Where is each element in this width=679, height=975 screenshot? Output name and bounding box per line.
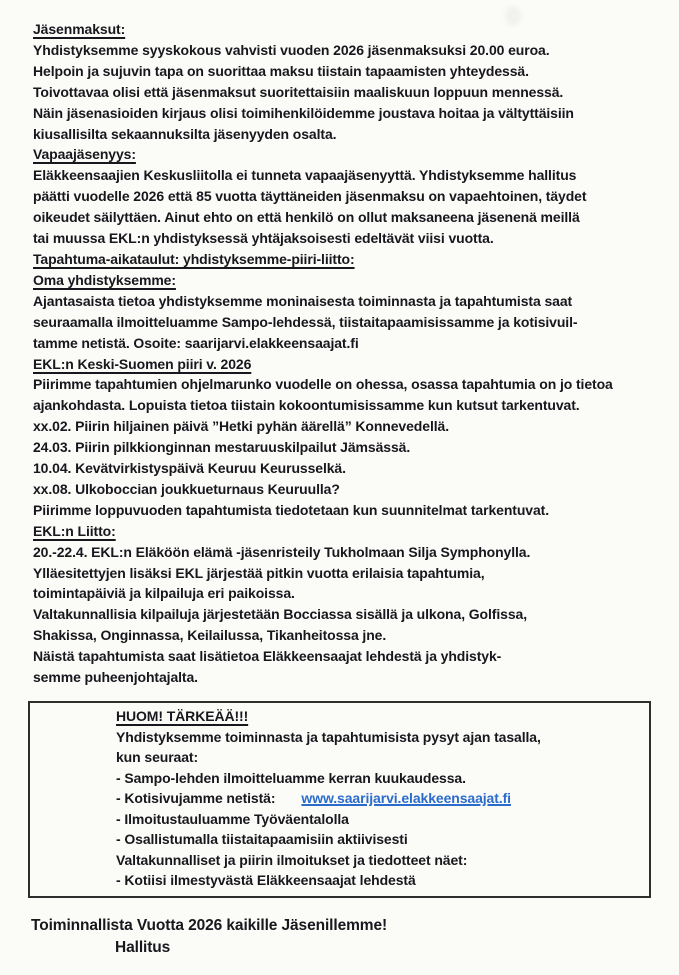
text-line bbox=[33, 40, 679, 61]
line-text: 20.-22.4. EKL:n Eläköön elämä -jäsenristeily Tukholmaan Silja Symphonylla. bbox=[33, 543, 531, 560]
line-text: oikeudet säilyttäen. Ainut ehto on että henkilö on ollut maksaneena jäsenenä meillä bbox=[33, 209, 580, 226]
text-line bbox=[33, 625, 679, 646]
text-line bbox=[33, 103, 679, 124]
closing-signature: Hallitus bbox=[115, 939, 171, 956]
text-line bbox=[116, 870, 643, 891]
text-line bbox=[33, 124, 679, 145]
line-text: Piirimme loppuvuoden tapahtumista tiedotetaan kun suunnitelmat tarkentuvat. bbox=[33, 501, 550, 518]
line-text: Yhdistyksemme toiminnasta ja tapahtumisista pysyt ajan tasalla, bbox=[116, 728, 541, 745]
text-line bbox=[116, 768, 643, 789]
line-text: kun seuraat: bbox=[116, 749, 199, 765]
text-line bbox=[116, 829, 643, 850]
line-text: 10.04. Kevätvirkistyspäivä Keuruu Keurusselkä. bbox=[33, 460, 346, 477]
text-line bbox=[33, 416, 679, 437]
section-heading bbox=[116, 706, 643, 727]
text-line bbox=[33, 667, 679, 688]
text-line bbox=[33, 207, 679, 228]
scan-artifact bbox=[505, 6, 521, 26]
text-line bbox=[33, 604, 679, 625]
text-line bbox=[33, 563, 679, 584]
line-text: 24.03. Piirin pilkkionginnan mestaruuskilpailut Jämsässä. bbox=[33, 439, 411, 456]
section-heading bbox=[33, 270, 679, 291]
text-line bbox=[33, 500, 679, 521]
line-text: Oma yhdistyksemme: bbox=[33, 271, 176, 288]
section-heading bbox=[33, 144, 679, 165]
line-text: - Ilmoitustauluamme Työväentalolla bbox=[116, 810, 349, 827]
text-line bbox=[33, 333, 679, 354]
section-heading bbox=[33, 521, 679, 542]
line-text: Vapaajäsenyys: bbox=[33, 146, 136, 163]
line-text: tai muussa EKL:n yhdistyksessä yhtäjaksoisesti edeltävät viisi vuotta. bbox=[33, 230, 494, 247]
section-heading bbox=[33, 249, 679, 270]
line-text: xx.08. Ulkoboccian joukkueturnaus Keuruulla? bbox=[33, 480, 340, 497]
line-text: ajankohdasta. Lopuista tietoa tiistain kokoontumisissamme kun kutsut tarkentuvat. bbox=[33, 397, 580, 414]
text-line bbox=[33, 312, 679, 333]
text-line bbox=[116, 850, 643, 871]
text-line bbox=[33, 542, 679, 563]
line-text: Näistä tapahtumista saat lisätietoa Eläkkeensaajat lehdestä ja yhdistyk- bbox=[33, 648, 502, 665]
line-text: Näin jäsenasioiden kirjaus olisi toimihenkilöidemme joustava hoitaa ja vältyttäisiin bbox=[33, 104, 574, 121]
line-text: Eläkkeensaajien Keskusliitolla ei tunneta vapaajäsenyyttä. Yhdistyksemme hallitus bbox=[33, 167, 577, 184]
line-text: Valtakunnalliset ja piirin ilmoitukset ja tiedotteet näet: bbox=[116, 851, 468, 868]
notice-box bbox=[28, 701, 651, 898]
line-text: Ylläesitettyjen lisäksi EKL järjestää pitkin vuotta erilaisia tapahtumia, bbox=[33, 564, 485, 581]
line-text: Piirimme tapahtumien ohjelmarunko vuodelle on ohessa, osassa tapahtumia on jo tietoa bbox=[33, 376, 613, 393]
line-text: EKL:n Liitto: bbox=[33, 522, 116, 539]
line-text: xx.02. Piirin hiljainen päivä ”Hetki pyhän äärellä” Konnevedellä. bbox=[33, 418, 449, 435]
text-line bbox=[116, 788, 643, 809]
text-line bbox=[33, 291, 679, 312]
line-text: semme puheenjohtajalta. bbox=[33, 669, 198, 686]
line-text: EKL:n Keski-Suomen piiri v. 2026 bbox=[33, 355, 252, 372]
text-line bbox=[33, 186, 679, 207]
line-text: Tapahtuma-aikataulut: yhdistyksemme-piiri-liitto: bbox=[33, 250, 355, 267]
closing-wishes: Toiminnallista Vuotta 2026 kaikille Jäsenillemme! bbox=[31, 916, 388, 934]
line-text: Jäsenmaksut: bbox=[33, 21, 126, 37]
closing-block bbox=[31, 915, 679, 960]
line-text: Toivottavaa olisi että jäsenmaksut suoritettaisiin maaliskuun loppuun mennessä. bbox=[33, 83, 564, 100]
website-link[interactable]: www.saarijarvi.elakkeensaajat.fi bbox=[301, 790, 511, 806]
line-text: Helpoin ja sujuvin tapa on suorittaa maksu tiistain tapaamisten yhteydessä. bbox=[33, 62, 529, 79]
line-text: seuraamalla ilmoitteluamme Sampo-lehdessä, tiistaitapaamisissamme ja kotisivuil- bbox=[33, 313, 578, 330]
text-line bbox=[116, 727, 643, 748]
line-text: tamme netistä. Osoite: saarijarvi.elakkeensaajat.fi bbox=[33, 334, 359, 351]
line-text: toimintapäiviä ja kilpailuja eri paikoissa. bbox=[33, 585, 295, 602]
line-text: - Kotiisi ilmestyvästä Eläkkeensaajat lehdestä bbox=[116, 872, 416, 888]
text-line bbox=[33, 395, 679, 416]
line-text: - Osallistumalla tiistaitapaamisiin aktiivisesti bbox=[116, 831, 408, 847]
line-text: Ajantasaista tietoa yhdistyksemme moninaisesta toiminnasta ja tapahtumista saat bbox=[33, 292, 573, 309]
text-line bbox=[33, 228, 679, 249]
text-line bbox=[33, 458, 679, 479]
text-line bbox=[33, 583, 679, 604]
line-text: kiusallisilta sekaannuksilta jäsenyyden osalta. bbox=[33, 125, 337, 142]
line-text: päätti vuodelle 2026 että 85 vuotta täyttäneiden jäsenmaksu on vapaehtoinen, täydet bbox=[33, 188, 587, 205]
text-line bbox=[33, 82, 679, 103]
line-text: - Kotisivujamme netistä: bbox=[116, 790, 276, 806]
text-line bbox=[33, 646, 679, 667]
text-line bbox=[33, 165, 679, 186]
text-line bbox=[33, 61, 679, 82]
line-text: Yhdistyksemme syyskokous vahvisti vuoden 2026 jäsenmaksuksi 20.00 euroa. bbox=[33, 41, 550, 58]
line-text: Valtakunnallisia kilpailuja järjestetään Bocciassa sisällä ja ulkona, Golfissa, bbox=[33, 606, 528, 623]
text-line bbox=[116, 809, 643, 830]
text-line bbox=[33, 374, 679, 395]
line-text: Shakissa, Onginnassa, Keilailussa, Tikanheitossa jne. bbox=[33, 627, 387, 644]
text-line bbox=[33, 437, 679, 458]
text-line bbox=[33, 479, 679, 500]
text-line bbox=[116, 747, 643, 768]
line-text: HUOM! TÄRKEÄÄ!!! bbox=[116, 708, 249, 724]
line-text: - Sampo-lehden ilmoitteluamme kerran kuukaudessa. bbox=[116, 769, 466, 786]
section-heading bbox=[33, 354, 679, 375]
section-heading bbox=[33, 19, 679, 40]
